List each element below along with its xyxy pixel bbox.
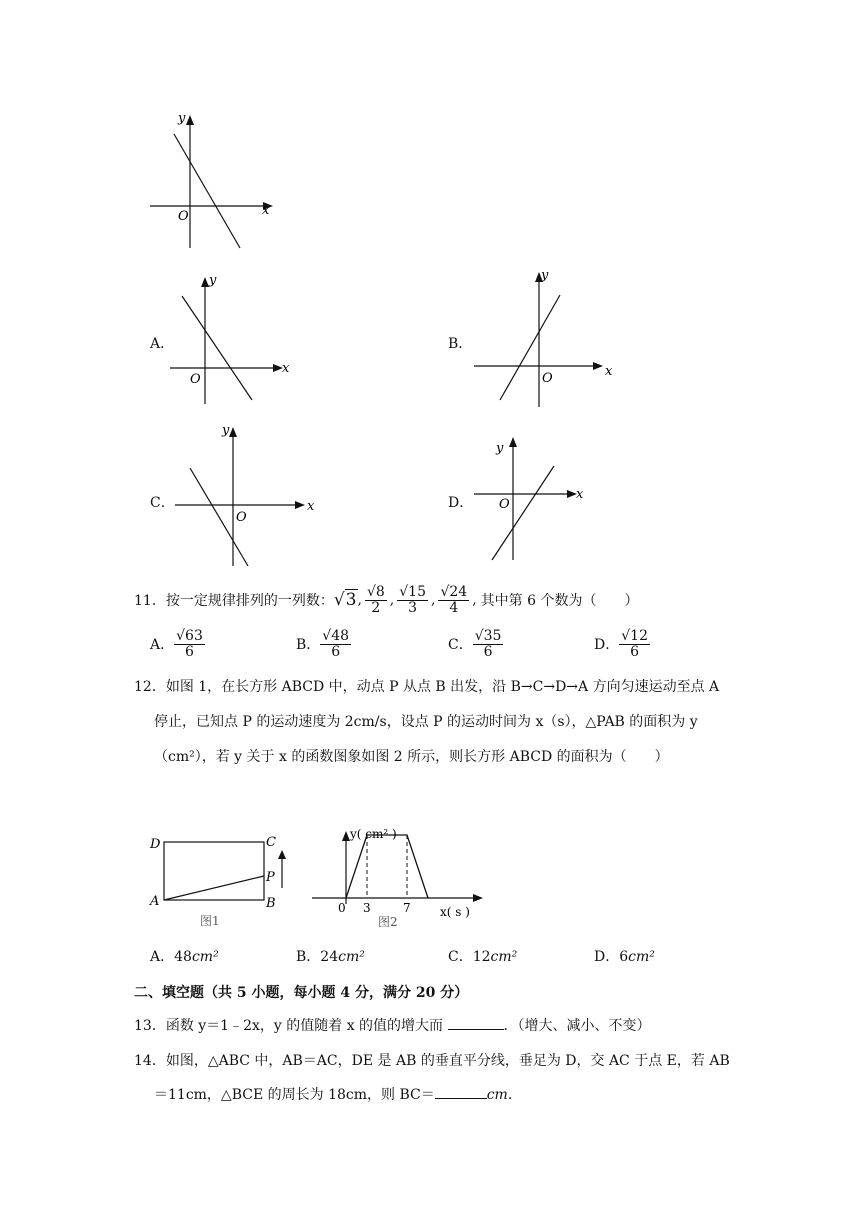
fig1-label-a: A: [150, 894, 160, 909]
q12-option-b: B．24cm²: [296, 949, 365, 965]
graph-x-label: x: [605, 364, 613, 379]
graph-y-label: y: [178, 111, 186, 126]
q11-suffix: 其中第 6 个数为（ ）: [480, 593, 639, 609]
graph-origin-label: O: [236, 510, 247, 525]
fig2-tick-7: 7: [403, 901, 411, 915]
fig1-label-c: C: [266, 835, 276, 850]
q12-line-3: （cm²），若 y 关于 x 的函数图象如图 2 所示，则长方形 ABCD 的面积为（ ）: [154, 749, 669, 765]
q10-option-c-label: C．: [150, 495, 175, 511]
fig2-tick-3: 3: [363, 901, 371, 915]
graph-x-label: x: [262, 203, 270, 218]
q11-seq-2: $\frac{√8}{2}$: [366, 583, 385, 616]
q10-option-c-graph: [170, 420, 325, 570]
q11-sep: ,: [472, 592, 477, 608]
graph-origin-label: O: [178, 209, 189, 224]
q14-line-1: 14．如图，△ABC 中，AB＝AC，DE 是 AB 的垂直平分线，垂足为 D，交 AC 于点 E，若 AB: [134, 1053, 730, 1069]
q11-sep: ,: [389, 592, 395, 608]
q12-option-a: A．48cm²: [150, 949, 219, 965]
q11-option-b: B． $\frac{√48}{6}$: [296, 627, 350, 660]
q11-seq-3: $\frac{√15}{3}$: [399, 583, 426, 616]
q11-option-d: D． $\frac{√12}{6}$: [594, 627, 648, 660]
q11-prefix: 按一定规律排列的一列数：: [165, 593, 334, 609]
q11-stem: [134, 582, 638, 618]
graph-y-label: y: [496, 441, 504, 456]
graph-origin-label: O: [542, 371, 553, 386]
q10-option-b-label: B．: [448, 336, 473, 352]
fig2-origin: 0: [338, 901, 346, 915]
q11-sep: ,: [431, 592, 436, 608]
fig1-label-d: D: [150, 837, 161, 852]
q11-number: 11．: [134, 593, 166, 609]
q12-line-1: 12．如图 1，在长方形 ABCD 中，动点 P 从点 B 出发，沿 B→C→D→A 方向匀速运动至点 A: [134, 679, 720, 695]
graph-x-label: x: [307, 499, 315, 514]
q10-option-a-graph: [170, 268, 300, 408]
q12-figure-1: [140, 828, 300, 938]
q11-seq-1: √3: [333, 590, 357, 610]
fig1-label-b: B: [266, 896, 276, 911]
graph-y-label: y: [222, 423, 230, 438]
q12-line-2: 停止，已知点 P 的运动速度为 2cm/s，设点 P 的运动时间为 x（s），△PAB 的面积为 y: [154, 714, 698, 730]
section-2-heading: 二、填空题（共 5 小题，每小题 4 分，满分 20 分）: [134, 985, 469, 1001]
q12-option-d: D．6cm²: [594, 949, 655, 965]
q13-answer-blank[interactable]: [448, 1015, 504, 1030]
q14-answer-blank[interactable]: [435, 1084, 487, 1099]
q12-figure-2: [300, 826, 490, 936]
q10-option-d-graph: [470, 432, 600, 567]
q13: 13．函数 y＝1﹣2x，y 的值随着 x 的值的增大而 ．（增大、减小、不变）: [134, 1015, 651, 1035]
graph-x-label: x: [282, 361, 290, 376]
graph-origin-label: O: [190, 372, 201, 387]
graph-y-label: y: [209, 273, 217, 288]
q11-option-c: C． $\frac{√35}{6}$: [448, 627, 502, 660]
q10-option-a-label: A．: [150, 336, 175, 352]
fig1-label-p: P: [266, 870, 275, 885]
graph-origin-label: O: [499, 497, 510, 512]
fig2-caption: 图2: [378, 915, 398, 929]
q11-seq-4: $\frac{√24}{4}$: [440, 583, 468, 616]
graph-y-label: y: [541, 268, 549, 283]
q11-sep: ,: [357, 592, 362, 608]
fig2-ylabel: y( cm² ): [350, 827, 397, 841]
q11-option-a: A． $\frac{√63}{6}$: [150, 627, 203, 660]
graph-x-label: x: [576, 487, 584, 502]
q10-stem-graph: [140, 110, 280, 255]
fig1-caption: 图1: [200, 914, 220, 928]
q10-option-b-graph: [470, 265, 620, 410]
q10-option-d-label: D．: [448, 495, 474, 511]
q12-option-c: C．12cm²: [448, 949, 518, 965]
fig2-xlabel: x( s ): [440, 905, 470, 919]
q14-line-2: ＝11cm，△BCE 的周长为 18cm，则 BC＝ cm.: [154, 1084, 512, 1104]
